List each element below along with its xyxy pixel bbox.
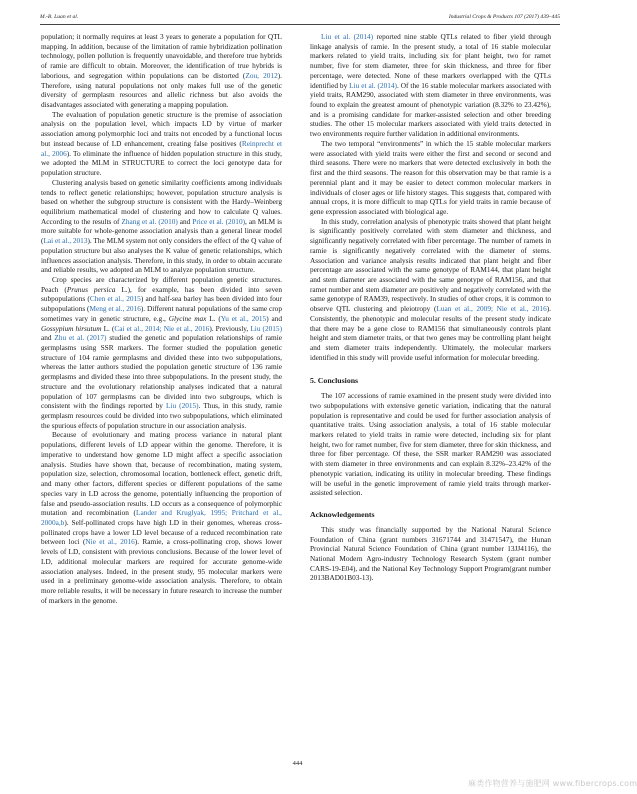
citation-link[interactable]: Yu et al., 2015 [220,313,267,323]
citation-link[interactable]: Cai et al., 2014; Nie et al., 2016 [114,323,210,333]
acknowledgements-heading: Acknowledgements [310,510,375,520]
citation-link[interactable]: Nie et al., 2016 [85,537,135,547]
species-name: Glycine max [168,313,207,323]
citation-link[interactable]: Zhang et al. (2010) [121,216,178,226]
running-header-journal: Industrial Crops & Products 107 (2017) 439–445 [448,14,560,20]
citation-link[interactable]: Liu (2015) [250,323,283,333]
paragraph: Crop species are characterized by different population genetic structures. Peach (Prunus persica L.), for example, has been divided into seven subpopulations (Chen et al., 2015) and half-sea barley has been divided into four subpopulations (Meng et al., 2016). Different natural populations of the same crop sometimes vary in genetic structure, e.g., Glycine max L. (Yu et al., 2015) and Gossypium hirsutum L. (Cai et al., 2014; Nie et al., 2016). Previously, Liu (2015) and Zhu et al. (2017) studied the genetic and population relationships of ramie germplasms using SSR markers. The former studied the population genetic structure of 104 ramie germplasms and divided these into two subpopulations, whereas the latter authors studied the population genetic structure of 136 ramie germplasms and divided these into three subpopulations. In the present study, the structure and the evolutionary relationship analyses indicated that a natural population of 107 germplasms can be divided into two subgroups, which is consistent with the findings reported by Liu (2015). Thus, in this study, ramie germplasm resources could be divided into two subpopulations, which eliminated the spurious effects of population structure in our association analysis. [41,274,283,430]
paragraph: The two temporal “environments” in which the 15 stable molecular markers were associated with yield traits were either the first and second or second and third seasons. There were no markers that were detected exclusively in both the first and the third seasons. The reason for this observation may be that ramie is a perennial plant and it may be easier to detect common molecular markers in individuals of closer ages or life history stages. This suggests that, compared with annual crops, it is more difficult to map QTLs for yield traits in ramie because of gene expression associated with biological age. [310,138,551,216]
species-name: Gossypium hirsutum [41,323,102,333]
paragraph: Liu et al. (2014) reported nine stable QTLs related to fiber yield through linkage analysis of ramie. In the present study, a total of 16 stable molecular markers related to yield traits, including six for plant height, two for ramet number, five for stem diameter, three for skin thickness, and three for fiber percentage, were detected. None of these markers overlapped with the QTLs identified by Liu et al. (2014). Of the 16 stable molecular markers associated with yield traits, RAM290, associated with stem diameter in three environments, was found to explain the greatest amount of phenotypic variation (8.32% to 23.42%), and is a promising candidate for marker-assisted selection and other breeding studies. The other 15 molecular markers associated with yield traits detected in two environments require further validation in additional environments. [310,32,551,139]
running-header-authors: M.-B. Luan et al. [40,14,79,20]
citation-link[interactable]: Zou, 2012 [245,70,278,80]
citation-link[interactable]: Meng et al., 2016 [89,304,141,314]
citation-link[interactable]: Reinprecht et al., 2006 [41,138,282,158]
paragraph: Clustering analysis based on genetic similarity coefficients among individuals tends to reflect genetic relationships; however, population structure analysis is based on whether the subgroup structure is consistent with the Hardy–Weinberg equilibrium mathematical model of clustering and how to calculate Q values. According to the results of Zhang et al. (2010) and Price et al. (2010), an MLM is more suitable for whole-genome association analysis than a general linear model (Lai et al., 2013). The MLM system not only considers the effect of the Q value of population structure but also analyses the K value of genetic relationships, which influences association analysis. Therefore, in this study, in order to obtain accurate and reliable results, we adopted an MLM to analyze population structure. [41,177,282,275]
citation-link[interactable]: Price et al. (2010) [192,216,246,226]
header-rule [40,24,560,25]
paragraph: The evaluation of population genetic structure is the premise of association analysis on the population level, which impacts LD by virtue of marker association among polymorphic loci and traits not encoded by a functional locus but instead because of LD enhancement, creating false positives (Reinprecht et al., 2006). To eliminate the influence of hidden population structure in this study, we adopted the MLM in STRUCTURE to correct the loci genotype data for population structure. [41,109,282,178]
citation-link[interactable]: Lai et al., 2013 [43,236,88,246]
citation-link[interactable]: Liu et al. (2014) [321,32,374,41]
page-number: 444 [292,760,303,767]
watermark: 麻类作物营养与施肥网 www.fibercrops.com [468,779,637,788]
citation-link[interactable]: Zhu et al. (2017) [54,333,107,343]
citation-link[interactable]: Lander and Kruglyak, 1995; Pritchard et al., 2000a,b [41,508,283,527]
citation-link[interactable]: Luan et al., 2009; Nie et al., 2016 [436,304,547,314]
left-column [41,32,282,605]
acknowledgements-text: This study was financially supported by the National Natural Science Foundation of China (grant numbers 31671744 and 31471547), the Hunan Provincial Natural Science Foundation of China (grant number 13JJ4116), the National Modern Agro-industry Technology Research System (grant number CARS-19-E04), and the National Key Technology Support Program(grant number 2013BAD01B03-13). [310,524,551,583]
paragraph: Because of evolutionary and mating process variance in natural plant populations, different levels of LD appear within the genome. Therefore, it is imperative to understand how genome LD might affect a specific association analysis. Studies have shown that, because of recombination, mating system, population size, selection, chromosomal location, bottleneck effect, genetic drift, and many other factors, different species or different populations of the same species vary in LD across the genome, potentially influencing the proportion of false and pseudo-association results. LD occurs as a consequence of polymorphic mutation and recombination (Lander and Kruglyak, 1995; Pritchard et al., 2000a,b). Self-pollinated crops have high LD in their genomes, whereas cross-pollinated crops have a lower LD level because of a reduced recombination rate between loci (Nie et al., 2016). Ramie, a cross-pollinating crop, shows lower levels of LD, consistent with previous conclusions. Because of the lower level of LD, additional molecular markers are required for accurate genome-wide association analyses. Indeed, in the present study, 95 molecular markers were used in a preliminary genome-wide association analysis. Therefore, to obtain more reliable results, it will be necessary in future research to increase the number of markers in the genome. [41,430,283,605]
paragraph: population; it normally requires at least 3 years to generate a population for QTL mapping. In addition, because of the limitation of ramie hybridization pollination technology, pollen pollution is frequently unavoidable, and therefore true hybrids of ramie are difficult to obtain. Moreover, the identification of true hybrids is laborious, and segregation within populations can be distorted (Zou, 2012). Therefore, using natural populations not only makes full use of the genetic diversity of germplasm resources and allelic richness but also avoids the disadvantages associated with generating a mapping population. [41,32,282,110]
right-column [310,32,551,583]
citation-link[interactable]: Liu et al. (2014) [349,80,397,90]
paragraph: In this study, correlation analysis of phenotypic traits showed that plant height is significantly positively correlated with stem diameter and thickness, and significantly negatively correlated with fiber percentage. The number of ramets in ramie is significantly negatively correlated with the diameter of stems. Association and variance analysis results indicated that plant height and fiber percentage are associated with the same genotype of RAM144, that plant height and stem diameter are associated with the same genotype of RAM156, and that ramet number and stem diameter are positively and negatively correlated with the same genotype of RAM39, respectively. In studies of other crops, it is common to observe QTL clustering and pleiotropy (Luan et al., 2009; Nie et al., 2016). Consistently, the phenotypic and molecular results of the present study indicate that there may be a gene close to RAM156 that simultaneously controls plant height and stem diameter traits, or that two genes may be controlling plant height and stem diameter traits independently. Ultimately, the molecular markers identified in this study will provide useful information for molecular breeding. [310,216,551,362]
citation-link[interactable]: Chen et al., 2015 [89,294,141,304]
species-name: Prunus persica [66,284,116,294]
citation-link[interactable]: Liu (2015) [165,401,199,411]
conclusions-text: The 107 accessions of ramie examined in the present study were divided into two subpopulations with extensive genetic variation, indicating that the natural population is representative and could be used for further association analysis of quantitative traits. Using association analysis, a total of 16 stable molecular markers related to yield traits in ramie were detected, including six for plant height, two for ramet number, five for stem diameter, three for skin thickness, and three for fiber percentage. Of these, the SSR marker RAM290 was associated with stem diameter in three environments and can explain 8.32%–23.42% of the phenotypic variation, indicating its utility in molecular breeding. These findings will be useful in the genetic improvement of ramie yield traits through marker-assisted selection. [310,391,551,498]
conclusions-heading: 5. Conclusions [310,376,359,386]
